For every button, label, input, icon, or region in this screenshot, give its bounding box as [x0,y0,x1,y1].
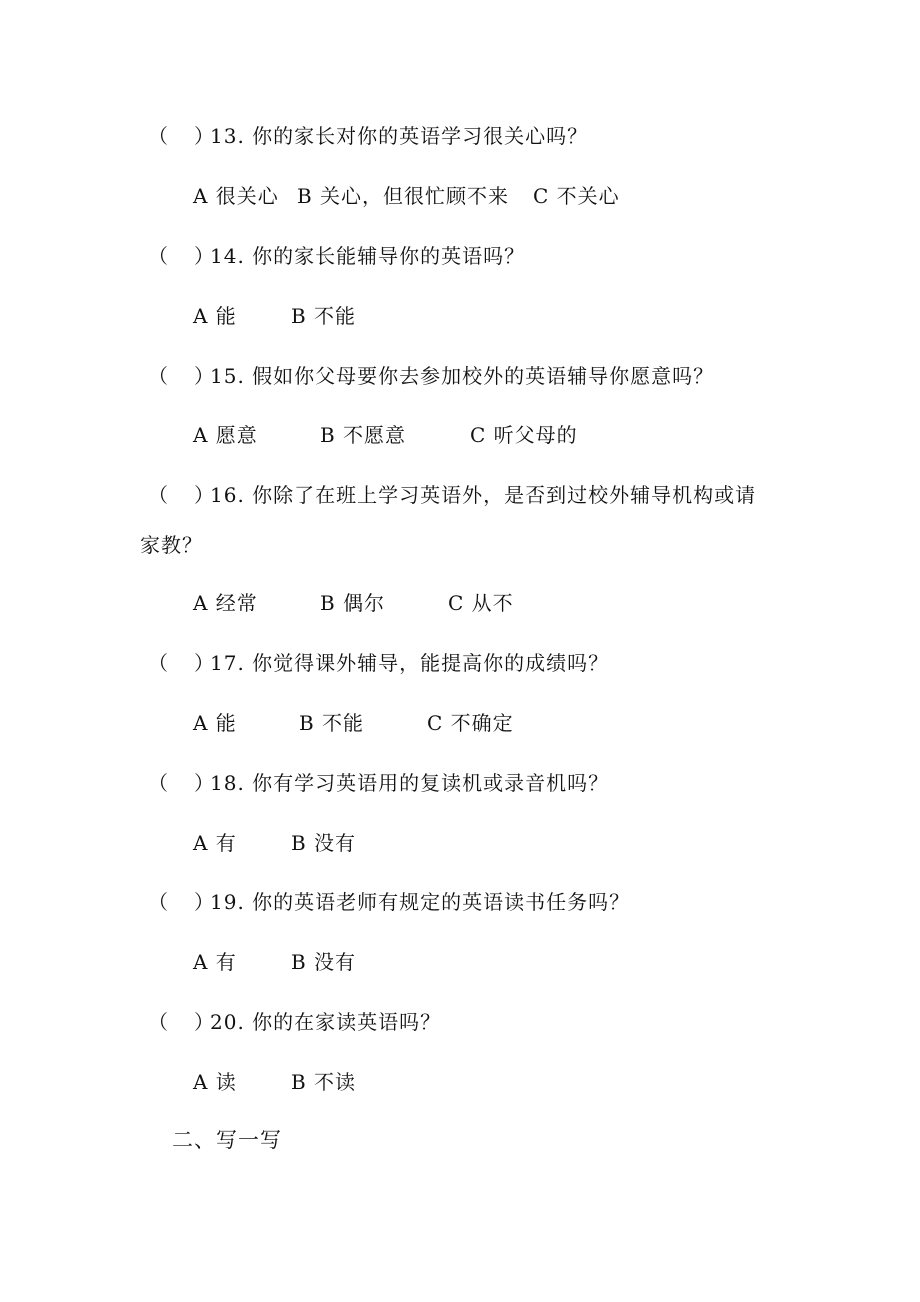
question-text: 13. 你的家长对你的英语学习很关心吗？ [210,124,589,148]
answer-paren-close: ） [194,771,215,795]
answer-paren-open: （ [148,890,169,914]
option-c: C 不确定 [427,711,514,735]
answer-paren-close: ） [194,244,215,268]
question-text: 15. 假如你父母要你去参加校外的英语辅导你愿意吗？ [210,364,715,388]
option-b: B 不能 [291,304,357,328]
answer-paren-close: ） [194,483,215,507]
answer-paren-close: ） [194,124,215,148]
answer-paren-close: ） [194,651,215,675]
question-16-continuation: 家教？ [140,533,203,557]
option-b: B 没有 [291,831,357,855]
option-c: C 从不 [448,591,514,615]
answer-paren-open: （ [148,483,169,507]
option-a: A 能 [193,711,237,735]
option-b: B 没有 [291,950,357,974]
question-text: 14. 你的家长能辅导你的英语吗？ [210,244,526,268]
option-b: B 关心，但很忙顾不来 [297,184,510,208]
question-text: 18. 你有学习英语用的复读机或录音机吗？ [210,771,610,795]
answer-paren-open: （ [148,364,169,388]
option-b: B 不愿意 [320,423,407,447]
question-text: 17. 你觉得课外辅导，能提高你的成绩吗？ [210,651,610,675]
option-b: B 不能 [299,711,365,735]
answer-paren-open: （ [148,651,169,675]
option-c: C 听父母的 [470,423,578,447]
answer-paren-open: （ [148,244,169,268]
option-a: A 能 [193,304,237,328]
question-text: 16. 你除了在班上学习英语外，是否到过校外辅导机构或请 [210,483,757,507]
answer-paren-open: （ [148,124,169,148]
option-a: A 经常 [193,591,258,615]
option-a: A 读 [193,1070,237,1094]
question-text: 19. 你的英语老师有规定的英语读书任务吗？ [210,890,631,914]
section-title: 二、写一写 [172,1128,282,1152]
option-a: A 愿意 [193,423,258,447]
option-a: A 很关心 [193,184,279,208]
option-b: B 偶尔 [320,591,386,615]
option-b: B 不读 [291,1070,357,1094]
option-c: C 不关心 [533,184,620,208]
option-a: A 有 [193,950,237,974]
answer-paren-open: （ [148,771,169,795]
answer-paren-open: （ [148,1010,169,1034]
answer-paren-close: ） [194,1010,215,1034]
answer-paren-close: ） [194,364,215,388]
answer-paren-close: ） [194,890,215,914]
question-text: 20. 你的在家读英语吗？ [210,1010,442,1034]
option-a: A 有 [193,831,237,855]
